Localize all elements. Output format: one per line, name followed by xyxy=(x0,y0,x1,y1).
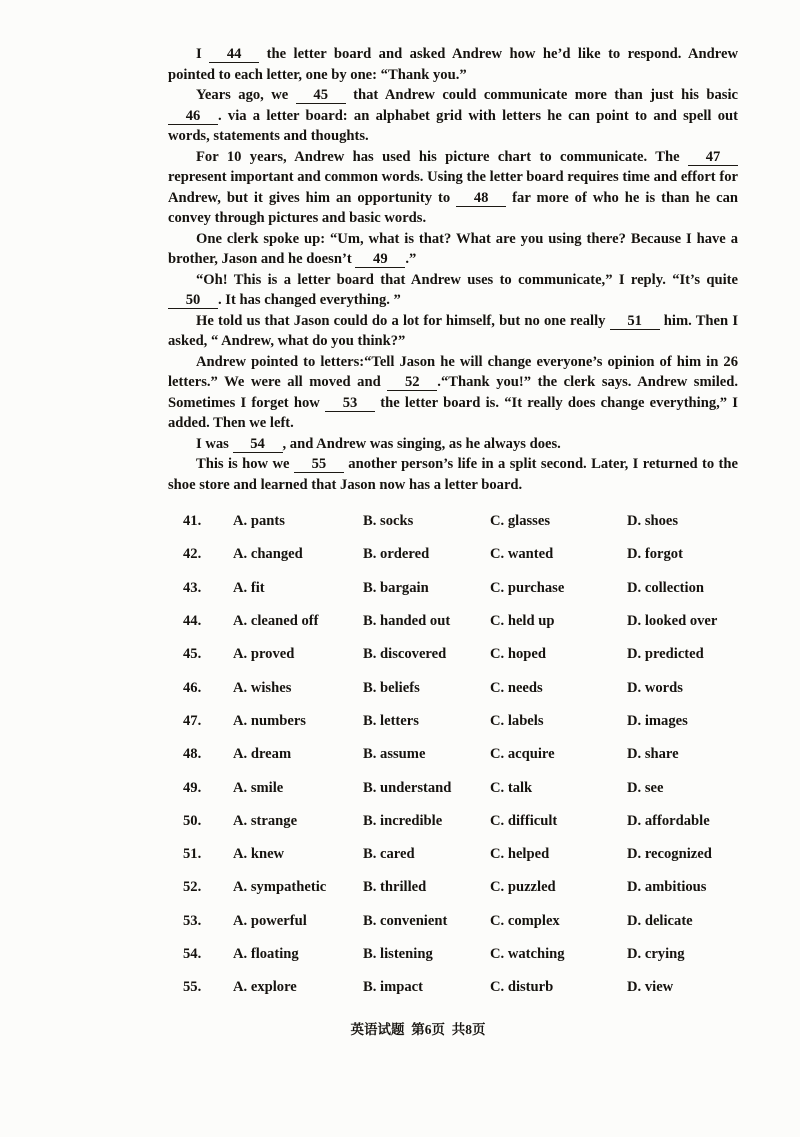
passage-text: . It has changed everything. ” xyxy=(218,292,401,308)
paragraph xyxy=(168,270,738,311)
option-A: A. wishes xyxy=(233,679,292,696)
question-row-51 xyxy=(183,838,800,871)
option-A: A. sympathetic xyxy=(233,879,327,896)
option-C: C. difficult xyxy=(490,812,558,829)
cloze-blank-50: 50 xyxy=(168,293,218,309)
option-B: B. incredible xyxy=(363,812,443,829)
question-number: 43. xyxy=(183,579,202,596)
passage-text: Years ago, we xyxy=(196,87,296,103)
cloze-blank-53: 53 xyxy=(325,396,375,412)
passage-text: , and Andrew was singing, as he always does. xyxy=(282,435,561,452)
cloze-blank-49: 49 xyxy=(355,252,405,268)
option-C: C. labels xyxy=(490,712,544,729)
option-D: D. share xyxy=(627,746,679,763)
option-A: A. strange xyxy=(233,812,298,829)
option-D: D. collection xyxy=(627,579,705,596)
question-row-50 xyxy=(183,805,800,838)
option-C: C. puzzled xyxy=(490,879,556,896)
option-A: A. proved xyxy=(233,646,295,663)
passage-text: One clerk spoke up: “Um, what is that? What are you using there? Because I have a brother, Jason and he doesn’t xyxy=(168,230,738,267)
option-D: D. view xyxy=(627,979,674,996)
option-D: D. words xyxy=(627,679,683,696)
question-row-41 xyxy=(183,505,800,538)
question-number: 46. xyxy=(183,679,202,696)
option-C: C. helped xyxy=(490,846,550,863)
passage-text: the letter board is. “It really does change everything,” I added. Then we left. xyxy=(168,394,738,431)
question-number: 41. xyxy=(183,513,202,530)
option-A: A. pants xyxy=(233,513,285,530)
option-B: B. assume xyxy=(363,746,426,763)
cloze-blank-48: 48 xyxy=(456,191,506,207)
cloze-blank-55: 55 xyxy=(294,457,344,473)
option-B: B. understand xyxy=(363,779,452,796)
paragraph xyxy=(168,85,738,147)
question-row-42 xyxy=(183,538,800,571)
option-B: B. letters xyxy=(363,712,419,729)
paragraph xyxy=(168,44,738,85)
option-C: C. purchase xyxy=(490,579,565,596)
option-C: C. wanted xyxy=(490,546,554,563)
paragraph xyxy=(168,229,738,270)
option-B: B. cared xyxy=(363,846,415,863)
option-B: B. thrilled xyxy=(363,879,427,896)
option-B: B. discovered xyxy=(363,646,447,663)
option-A: A. fit xyxy=(233,579,265,596)
question-number: 54. xyxy=(183,946,202,962)
question-number: 55. xyxy=(183,979,202,996)
option-C: C. glasses xyxy=(490,513,550,530)
page-footer: 英语试题 第6页 共8页 xyxy=(350,1022,486,1038)
option-A: A. changed xyxy=(233,546,303,563)
option-C: C. disturb xyxy=(490,979,554,996)
option-A: A. explore xyxy=(233,979,297,996)
question-number: 49. xyxy=(183,779,202,796)
question-number: 52. xyxy=(183,879,202,896)
option-D: D. shoes xyxy=(627,513,679,530)
option-D: D. see xyxy=(627,779,664,796)
cloze-blank-51: 51 xyxy=(610,314,660,330)
question-row-48 xyxy=(183,738,800,771)
passage-text: This is how we xyxy=(196,456,294,472)
paragraph xyxy=(168,352,738,434)
passage-text: another person’s life in a split second. Later, I returned to the shoe store and learned that Jason now has a letter board. xyxy=(168,456,738,493)
option-B: B. bargain xyxy=(363,579,429,596)
paragraph xyxy=(168,311,738,352)
option-A: A. cleaned off xyxy=(233,613,319,630)
option-C: C. needs xyxy=(490,679,543,696)
question-number: 42. xyxy=(183,546,202,563)
question-number: 48. xyxy=(183,746,202,763)
question-number: 51. xyxy=(183,846,202,863)
option-A: A. smile xyxy=(233,779,284,796)
question-row-46 xyxy=(183,671,800,704)
passage-text: “Oh! This is a letter board that Andrew uses to communicate,” I reply. “It’s quite xyxy=(196,271,738,288)
passage-text: far more of who he is than he can convey through pictures and basic words. xyxy=(168,189,738,226)
option-C: C. held up xyxy=(490,613,555,630)
option-D: D. crying xyxy=(627,946,685,962)
options-table xyxy=(183,505,800,1004)
option-B: B. listening xyxy=(363,946,433,962)
option-C: C. complex xyxy=(490,912,560,929)
option-A: A. knew xyxy=(233,846,285,863)
option-D: D. predicted xyxy=(627,646,704,663)
cloze-blank-52: 52 xyxy=(387,375,437,391)
question-number: 44. xyxy=(183,613,202,630)
cloze-blank-47: 47 xyxy=(688,150,738,166)
paragraph xyxy=(168,454,738,495)
question-row-55 xyxy=(183,971,800,1004)
question-number: 50. xyxy=(183,812,202,829)
cloze-blank-45: 45 xyxy=(296,88,346,104)
option-D: D. ambitious xyxy=(627,879,707,896)
passage-text: the letter board and asked Andrew how he’d like to respond. Andrew pointed to each letter, one by one: “Thank you.” xyxy=(168,46,738,83)
passage-text: For 10 years, Andrew has used his picture chart to communicate. The xyxy=(196,148,688,165)
option-C: C. hoped xyxy=(490,646,546,663)
option-B: B. ordered xyxy=(363,546,430,563)
passage-text: Andrew pointed to letters:“Tell Jason he will change everyone’s opinion of him in 26 letters.” We were all moved and xyxy=(168,353,738,390)
option-D: D. affordable xyxy=(627,812,710,829)
question-number: 53. xyxy=(183,912,202,929)
option-C: C. talk xyxy=(490,779,533,796)
question-number: 47. xyxy=(183,712,202,729)
passage-text: .“Thank you!” the clerk says. Andrew smiled. Sometimes I forget how xyxy=(168,374,738,411)
passage-text: that Andrew could communicate more than just his basic xyxy=(345,87,738,103)
question-row-44 xyxy=(183,605,800,638)
question-row-53 xyxy=(183,905,800,938)
option-D: D. recognized xyxy=(627,846,712,863)
option-B: B. impact xyxy=(363,979,423,996)
option-D: D. images xyxy=(627,712,688,729)
cloze-blank-46: 46 xyxy=(168,109,218,125)
option-A: A. dream xyxy=(233,746,292,763)
option-D: D. delicate xyxy=(627,912,693,929)
passage-text: I was xyxy=(196,435,233,452)
passage-text: represent important and common words. Using the letter board requires time and effort for Andrew, but it gives him an opportunity to xyxy=(168,169,738,206)
question-row-49 xyxy=(183,771,800,804)
question-row-52 xyxy=(183,871,800,904)
option-A: A. numbers xyxy=(233,712,306,729)
option-C: C. watching xyxy=(490,946,565,962)
paragraph xyxy=(168,147,738,229)
question-number: 45. xyxy=(183,646,202,663)
question-row-54 xyxy=(183,938,800,971)
question-row-47 xyxy=(183,705,800,738)
paragraph xyxy=(168,434,738,455)
passage-text: him. Then I asked, “ Andrew, what do you think?” xyxy=(168,312,738,349)
option-B: B. beliefs xyxy=(363,679,420,696)
passage-text: I xyxy=(196,46,210,62)
option-A: A. floating xyxy=(233,946,299,962)
option-A: A. powerful xyxy=(233,912,307,929)
option-B: B. handed out xyxy=(363,613,451,630)
option-B: B. socks xyxy=(363,513,414,530)
option-D: D. looked over xyxy=(627,613,718,630)
question-row-43 xyxy=(183,572,800,605)
question-row-45 xyxy=(183,638,800,671)
passage xyxy=(168,0,738,495)
passage-text: . via a letter board: an alphabet grid with letters he can point to and spell out words, statements and thoughts. xyxy=(168,107,738,144)
option-C: C. acquire xyxy=(490,746,555,763)
option-B: B. convenient xyxy=(363,912,448,929)
cloze-blank-54: 54 xyxy=(233,437,283,453)
option-D: D. forgot xyxy=(627,546,683,563)
passage-text: He told us that Jason could do a lot for himself, but no one really xyxy=(196,312,610,329)
passage-text: .” xyxy=(405,251,417,267)
cloze-blank-44: 44 xyxy=(209,47,259,63)
